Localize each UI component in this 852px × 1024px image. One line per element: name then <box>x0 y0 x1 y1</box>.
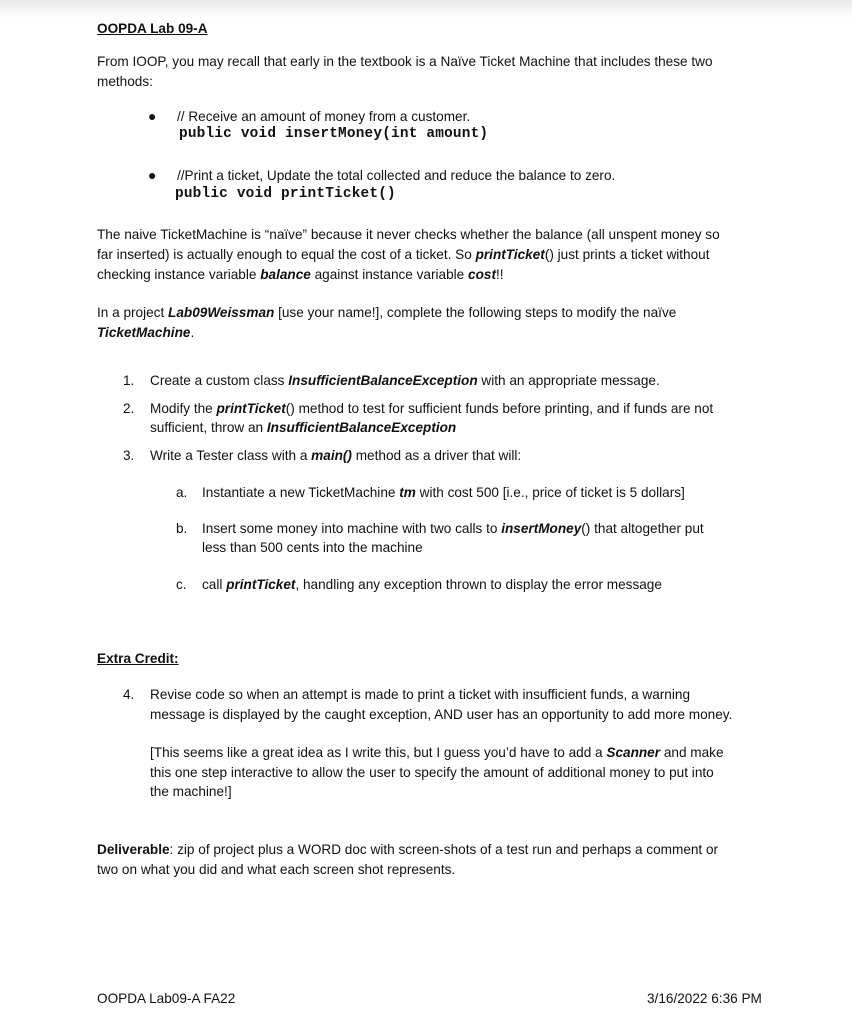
project-line-1: In a project Lab09Weissman [use your name!], complete the following steps to modify the naïve <box>97 305 677 320</box>
step-3-text: Write a Tester class with a main() method as a driver that will: <box>150 448 522 463</box>
extra-credit-heading: Extra Credit: <box>97 651 179 666</box>
substep-c-marker: c. <box>176 577 187 592</box>
step-1-text: Create a custom class InsufficientBalanceException with an appropriate message. <box>150 373 660 388</box>
footer-doc-name: OOPDA Lab09-A FA22 <box>97 991 236 1006</box>
extra-note-line-3: the machine!] <box>150 784 232 799</box>
substep-a-marker: a. <box>176 485 188 500</box>
step-2-text-line-1: Modify the printTicket() method to test for sufficient funds before printing, and if funds are not <box>150 401 714 416</box>
method-comment-2: //Print a ticket, Update the total collected and reduce the balance to zero. <box>177 168 616 183</box>
step-4-text-line-2: message is displayed by the caught exception, AND user has an opportunity to add more money. <box>150 707 733 722</box>
substep-a-text: Instantiate a new TicketMachine tm with cost 500 [i.e., price of ticket is 5 dollars] <box>202 485 685 500</box>
method-code-1: public void insertMoney(int amount) <box>179 126 489 142</box>
deliverable-line-2: two on what you did and what each screen shot represents. <box>97 862 456 877</box>
naive-line-2: far inserted) is actually enough to equal the cost of a ticket. So printTicket() just prints a ticket without <box>97 247 710 262</box>
naive-line-3: checking instance variable balance against instance variable cost!! <box>97 267 504 282</box>
intro-line-1: From IOOP, you may recall that early in the textbook is a Naïve Ticket Machine that includes these two <box>97 54 713 69</box>
naive-line-1: The naive TicketMachine is “naïve” because it never checks whether the balance (all unspent money so <box>97 227 720 242</box>
substep-c-text: call printTicket, handling any exception thrown to display the error message <box>202 577 662 592</box>
extra-note-line-1: [This seems like a great idea as I write this, but I guess you’d have to add a Scanner and make <box>150 745 724 760</box>
substep-b-text-line-1: Insert some money into machine with two calls to insertMoney() that altogether put <box>202 521 704 536</box>
method-code-2: public void printTicket() <box>175 186 396 202</box>
page-title: OOPDA Lab 09-A <box>97 21 208 36</box>
footer-timestamp: 3/16/2022 6:36 PM <box>647 991 762 1006</box>
step-2-text-line-2: sufficient, throw an InsufficientBalanceException <box>150 420 457 435</box>
step-1-marker: 1. <box>123 373 135 388</box>
step-3-marker: 3. <box>123 448 135 463</box>
substep-b-marker: b. <box>176 521 188 536</box>
step-4-text-line-1: Revise code so when an attempt is made to print a ticket with insufficient funds, a warning <box>150 687 691 702</box>
deliverable-line-1: Deliverable: zip of project plus a WORD doc with screen-shots of a test run and perhaps a comment or <box>97 842 719 857</box>
method-comment-1: // Receive an amount of money from a customer. <box>177 109 471 124</box>
step-4-marker: 4. <box>123 687 135 702</box>
project-line-2: TicketMachine. <box>97 325 195 340</box>
bullet-icon: ● <box>148 108 157 124</box>
step-2-marker: 2. <box>123 401 135 416</box>
extra-note-line-2: this one step interactive to allow the user to specify the amount of additional money to put into <box>150 765 714 780</box>
bullet-icon: ● <box>148 167 157 183</box>
substep-b-text-line-2: less than 500 cents into the machine <box>202 540 423 555</box>
intro-line-2: methods: <box>97 74 153 89</box>
